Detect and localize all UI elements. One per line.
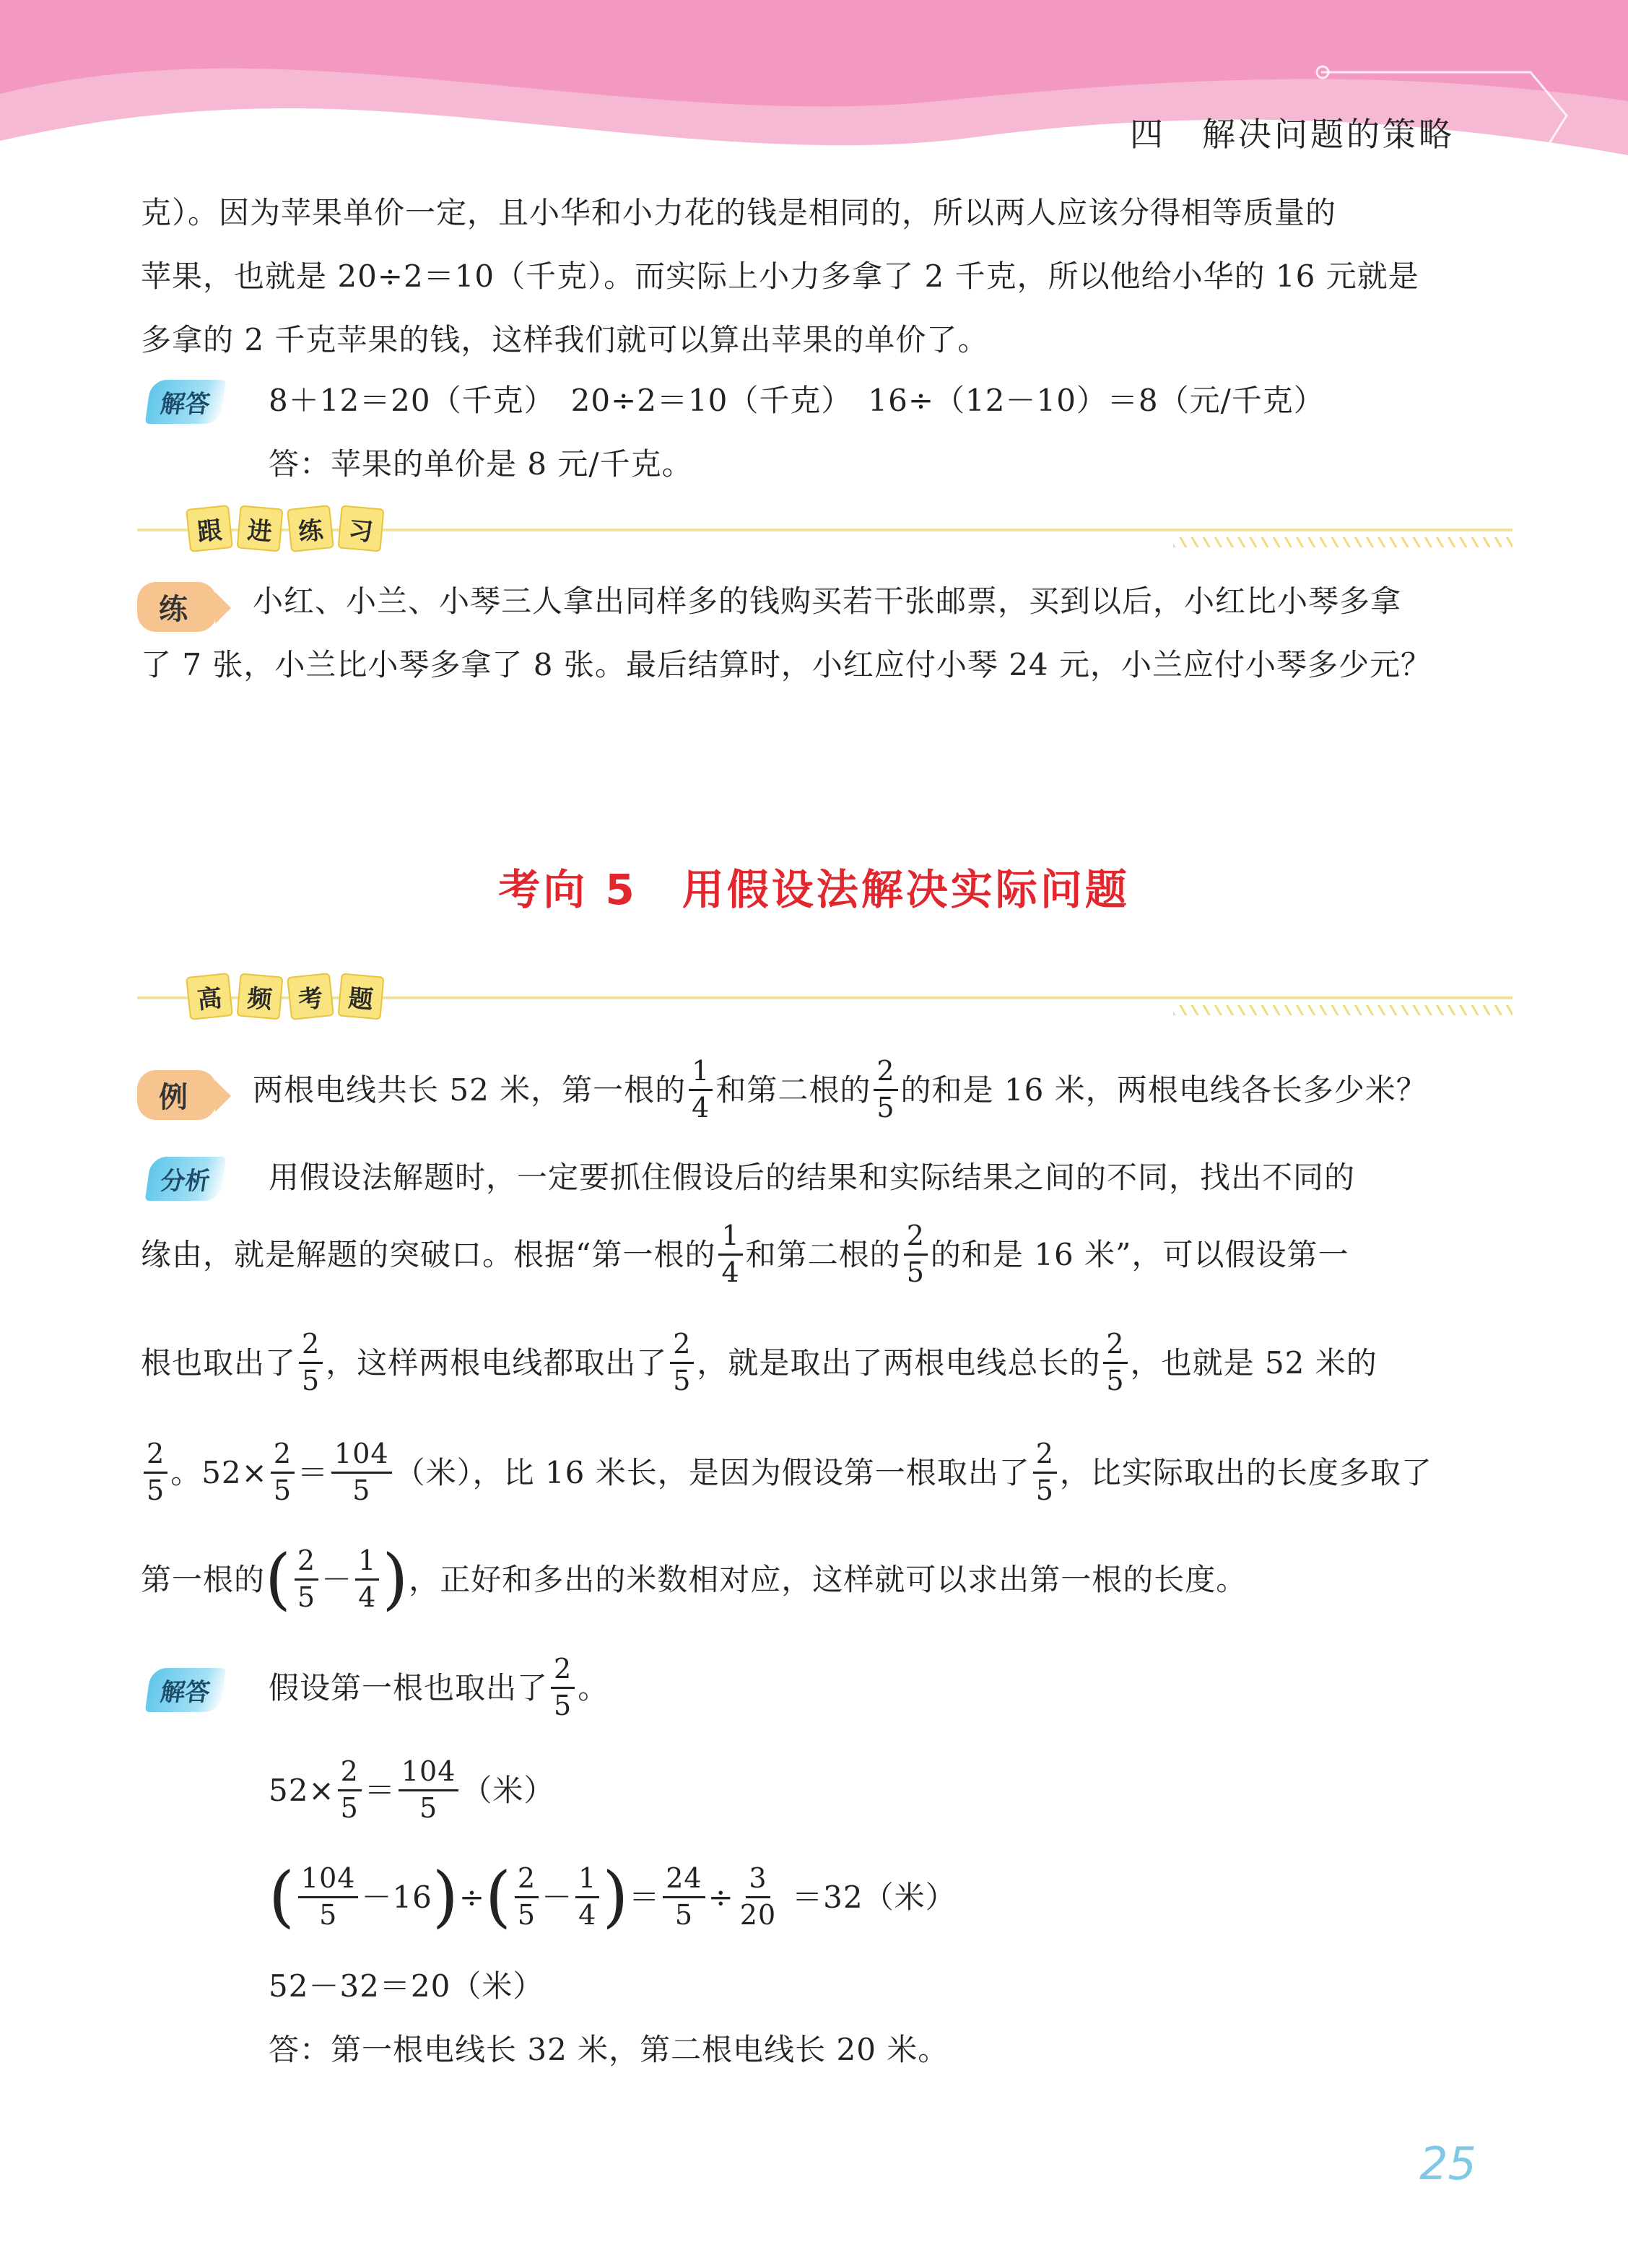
frequent-tile: 频 bbox=[236, 973, 283, 1020]
continuation-line-1: 克）。因为苹果单价一定，且小华和小力花的钱是相同的，所以两人应该分得相等质量的 bbox=[141, 195, 1337, 230]
continuation-line-2: 苹果，也就是 20÷2＝10（千克）。而实际上小力多拿了 2 千克，所以他给小华的 16 元就是 bbox=[141, 258, 1419, 294]
practice-tile: 习 bbox=[337, 505, 384, 552]
answer-conclusion: 答：苹果的单价是 8 元/千克。 bbox=[269, 446, 693, 482]
practice-line-1: 小红、小兰、小琴三人拿出同样多的钱购买若干张邮票，买到以后，小红比小琴多拿 bbox=[253, 583, 1402, 619]
solution-tag: 解答 bbox=[148, 1668, 223, 1712]
analysis-line-5: 第一根的 ( $\frac{2}{5}$ － $\frac{1}{4}$ ) ，正好和多出的米数相对应，这样就可以求出第一根的长度。 bbox=[141, 1540, 1248, 1618]
analysis-tag: 分析 bbox=[148, 1157, 223, 1201]
solution-step-2: ( $\frac{104}{5}$ － 16 ) ÷ ( $\frac{2}{5}$ － $\frac{1}{4}$ ) ＝ $\frac{24}{5}$ ÷ $\frac{3}{20}$ ＝32（米） bbox=[269, 1858, 957, 1936]
section-heading: 考向 5 用假设法解决实际问题 bbox=[498, 865, 1130, 914]
solution-answer: 答：第一根电线长 32 米，第二根电线长 20 米。 bbox=[269, 2032, 949, 2067]
example-statement: 两根电线共长 52 米，第一根的 $\frac{1}{4}$ 和第二根的 $\frac{2}{5}$ 的和是 16 米，两根电线各长多少米？ bbox=[253, 1055, 1427, 1124]
solution-intro: 假设第一根也取出了 $\frac{2}{5}$ 。 bbox=[269, 1653, 609, 1721]
frequent-section-bar bbox=[137, 975, 1512, 1040]
page-number: 25 bbox=[1419, 2137, 1476, 2190]
fraction-two-fifths: $\frac{2}{5}$ bbox=[874, 1056, 897, 1124]
chapter-title: 四 解决问题的策略 bbox=[1130, 115, 1455, 154]
analysis-line-2: 缘由，就是解题的突破口。根据“第一根的 $\frac{1}{4}$ 和第二根的 $\frac{2}{5}$ 的和是 16 米”，可以假设第一 bbox=[141, 1220, 1349, 1288]
solution-step-1: 52× $\frac{2}{5}$ ＝ $\frac{104}{5}$ （米） bbox=[269, 1755, 555, 1824]
frequent-tile: 考 bbox=[287, 973, 334, 1020]
practice-tile: 进 bbox=[236, 505, 283, 552]
example-pill: 例 bbox=[137, 1070, 217, 1120]
header-decoration bbox=[0, 0, 1628, 188]
frequent-tile: 题 bbox=[337, 973, 384, 1020]
practice-line-2: 了 7 张，小兰比小琴多拿了 8 张。最后结算时，小红应付小琴 24 元，小兰应付小琴多少元？ bbox=[141, 647, 1432, 682]
practice-section-bar bbox=[137, 507, 1512, 572]
frequent-tile: 高 bbox=[186, 973, 233, 1020]
analysis-line-3: 根也取出了 $\frac{2}{5}$ ，这样两根电线都取出了 $\frac{2}{5}$ ，就是取出了两根电线总长的 $\frac{2}{5}$ ，也就是 52 米的 bbox=[141, 1328, 1377, 1396]
practice-pill: 练 bbox=[137, 582, 217, 632]
solution-step-3: 52－32＝20（米） bbox=[269, 1968, 544, 2004]
answer-calculation: 8＋12＝20（千克） 20÷2＝10（千克） 16÷（12－10）＝8（元/千克） bbox=[269, 383, 1325, 418]
continuation-line-3: 多拿的 2 千克苹果的钱，这样我们就可以算出苹果的单价了。 bbox=[141, 322, 989, 357]
analysis-line-1: 用假设法解题时，一定要抓住假设后的结果和实际结果之间的不同，找出不同的 bbox=[269, 1160, 1356, 1195]
analysis-line-4: $\frac{2}{5}$ 。52× $\frac{2}{5}$ ＝ $\frac{104}{5}$ （米），比 16 米长，是因为假设第一根取出了 $\frac{2}{5}$ ，比实际取出的长度多取了 bbox=[141, 1438, 1432, 1506]
practice-tile: 练 bbox=[287, 505, 334, 552]
practice-tile: 跟 bbox=[186, 505, 233, 552]
answer-tag: 解答 bbox=[148, 380, 223, 424]
fraction-one-quarter: $\frac{1}{4}$ bbox=[689, 1056, 713, 1124]
